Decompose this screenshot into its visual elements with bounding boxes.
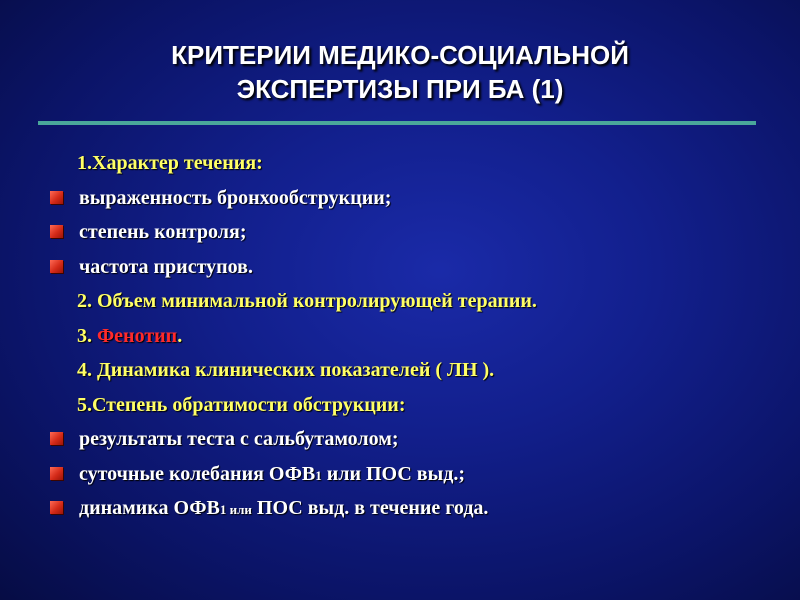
- list-heading-text: 2. Объем минимальной контролирующей терапии.: [77, 290, 537, 312]
- criteria-list: [0, 148, 800, 528]
- list-heading-text: 1.Характер течения:: [77, 152, 263, 174]
- list-heading-4: [0, 355, 800, 390]
- square-bullet-icon: [50, 260, 63, 273]
- list-item-text-part2: или ПОС выд.;: [321, 462, 465, 485]
- list-item-text-part1: динамика ОФВ: [79, 497, 220, 519]
- square-bullet-icon: [50, 432, 63, 445]
- list-item-text: выраженность бронхообструкции;: [79, 186, 392, 209]
- slide-title: [0, 38, 800, 106]
- list-heading-suffix: .: [177, 324, 183, 347]
- list-item-subscript: 1: [315, 467, 322, 483]
- square-bullet-icon: [50, 467, 63, 480]
- list-item: [0, 459, 800, 494]
- square-bullet-icon: [50, 225, 63, 238]
- list-heading-prefix: 3.: [77, 324, 97, 347]
- square-bullet-icon: [50, 191, 63, 204]
- list-item: [0, 252, 800, 287]
- list-item: [0, 493, 800, 528]
- list-heading-text: 5.Степень обратимости обструкции:: [77, 393, 406, 416]
- list-heading-1: [0, 148, 800, 183]
- list-heading-text: 4. Динамика клинических показателей ( ЛН ).: [77, 359, 495, 381]
- list-item-text: результаты теста с сальбутамолом;: [79, 428, 399, 450]
- list-item: [0, 424, 800, 459]
- list-heading-2: [0, 286, 800, 321]
- title-line-2: ЭКСПЕРТИЗЫ ПРИ БА (1): [236, 74, 564, 104]
- list-item: [0, 183, 800, 218]
- list-item-text: степень контроля;: [79, 221, 247, 243]
- list-heading-3: [0, 321, 800, 356]
- list-item-text-part1: суточные колебания ОФВ: [79, 462, 316, 485]
- list-heading-5: [0, 390, 800, 425]
- list-item: [0, 217, 800, 252]
- title-divider: [38, 121, 756, 125]
- phenotype-highlight: Фенотип: [97, 324, 178, 347]
- title-line-1: КРИТЕРИИ МЕДИКО-СОЦИАЛЬНОЙ: [171, 40, 629, 70]
- list-item-subscript: 1 или: [219, 502, 252, 517]
- list-item-text: частота приступов.: [79, 255, 253, 278]
- square-bullet-icon: [50, 501, 63, 514]
- list-item-text-part2: ПОС выд. в течение года.: [251, 497, 489, 519]
